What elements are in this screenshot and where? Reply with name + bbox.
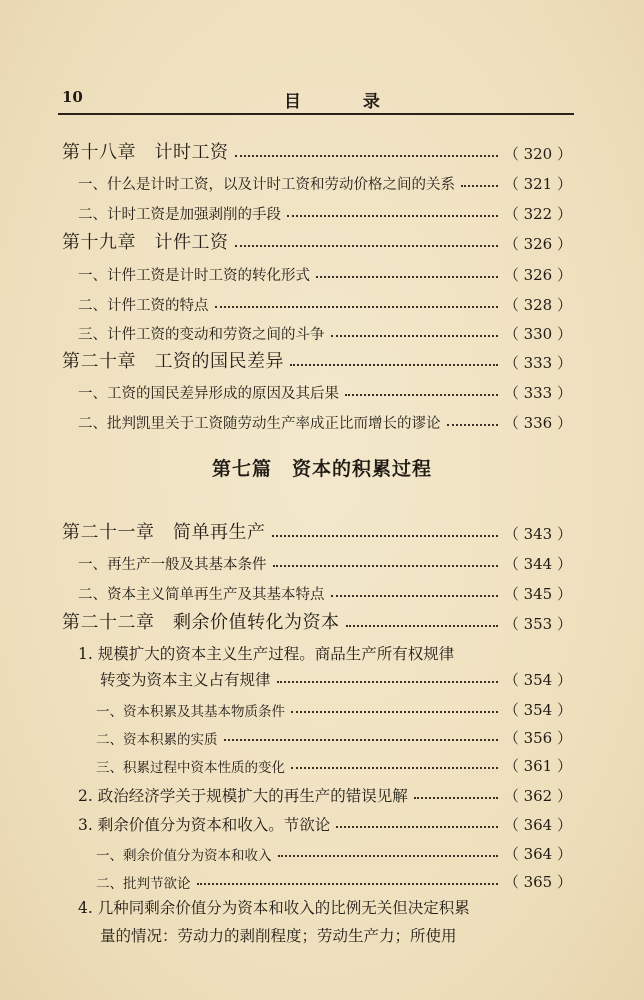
- entry-page: （ 320 ）: [503, 145, 572, 163]
- entry-page: （ 326 ）: [503, 266, 572, 284]
- toc-entry-section[interactable]: [78, 285, 572, 315]
- toc-entry-numbered-line1[interactable]: 4. 几种同剩余价值分为资本和收入的比例无关但决定积累: [78, 899, 470, 917]
- leader-dots: [331, 595, 498, 597]
- toc-entry-chapter[interactable]: [62, 343, 572, 373]
- toc-entry-numbered[interactable]: [78, 805, 572, 835]
- toc-entry-subsection[interactable]: [96, 690, 572, 720]
- leader-dots: [461, 185, 498, 187]
- toc-entry-section[interactable]: [78, 403, 572, 433]
- entry-page: （ 364 ）: [503, 845, 572, 863]
- toc-entry-subsection[interactable]: [96, 834, 572, 864]
- entry-text: 第十八章 计时工资: [62, 142, 229, 163]
- entry-text: 一、再生产一般及其基本条件: [78, 557, 267, 573]
- entry-page: （ 362 ）: [503, 787, 572, 805]
- entry-page: （ 322 ）: [503, 205, 572, 223]
- leader-dots: [447, 424, 498, 426]
- entry-text: 2. 政治经济学关于规模扩大的再生产的错误见解: [78, 787, 408, 805]
- toc-entry-numbered[interactable]: [78, 776, 572, 806]
- entry-text: 第二十一章 简单再生产: [62, 522, 266, 543]
- toc-entry-numbered[interactable]: [100, 660, 572, 690]
- leader-dots: [345, 394, 498, 396]
- toc-entry-chapter[interactable]: [62, 604, 572, 634]
- leader-dots: [331, 335, 498, 337]
- leader-dots: [197, 883, 498, 885]
- entry-text: 二、批判节欲论: [96, 876, 191, 892]
- entry-text: 一、资本积累及其基本物质条件: [96, 704, 285, 720]
- leader-dots: [291, 711, 498, 713]
- entry-page: （ 321 ）: [503, 175, 572, 193]
- entry-text: 第二十二章 剩余价值转化为资本: [62, 612, 340, 633]
- toc-entry-section[interactable]: [78, 255, 572, 285]
- leader-dots: [272, 535, 498, 537]
- entry-page: （ 365 ）: [503, 873, 572, 891]
- entry-text: 三、计件工资的变动和劳资之间的斗争: [78, 327, 325, 343]
- entry-page: （ 353 ）: [503, 615, 572, 633]
- entry-text: 二、计时工资是加强剥削的手段: [78, 207, 281, 223]
- entry-page: （ 336 ）: [503, 414, 572, 432]
- toc-entry-section[interactable]: [78, 164, 572, 194]
- entry-text: 转变为资本主义占有规律: [100, 671, 271, 689]
- entry-page: （ 330 ）: [503, 325, 572, 343]
- entry-text: 二、资本积累的实质: [96, 732, 218, 748]
- entry-text: 第十九章 计件工资: [62, 232, 229, 253]
- leader-dots: [287, 215, 498, 217]
- entry-page: （ 356 ）: [503, 729, 572, 747]
- entry-text: 二、资本主义简单再生产及其基本特点: [78, 587, 325, 603]
- header-rule: [58, 113, 574, 115]
- entry-page: （ 361 ）: [503, 757, 572, 775]
- leader-dots: [346, 625, 498, 627]
- entry-text: 一、工资的国民差异形成的原因及其后果: [78, 386, 339, 402]
- leader-dots: [215, 306, 498, 308]
- leader-dots: [277, 681, 498, 683]
- entry-page: （ 328 ）: [503, 296, 572, 314]
- entry-text: 第二十章 工资的国民差异: [62, 351, 284, 372]
- toc-entry-section[interactable]: [78, 314, 572, 344]
- entry-text: 二、批判凯里关于工资随劳动生产率成正比而增长的谬论: [78, 416, 441, 432]
- entry-text: 二、计件工资的特点: [78, 298, 209, 314]
- leader-dots: [291, 767, 498, 769]
- entry-page: （ 343 ）: [503, 525, 572, 543]
- entry-page: （ 354 ）: [503, 701, 572, 719]
- entry-page: （ 326 ）: [503, 235, 572, 253]
- leader-dots: [235, 155, 498, 157]
- header-title: 目 录: [284, 92, 408, 112]
- entry-text: 一、计件工资是计时工资的转化形式: [78, 268, 310, 284]
- entry-page: （ 333 ）: [503, 384, 572, 402]
- leader-dots: [273, 565, 498, 567]
- toc-entry-chapter[interactable]: [62, 134, 572, 164]
- entry-page: （ 345 ）: [503, 585, 572, 603]
- toc-entry-section[interactable]: [78, 574, 572, 604]
- toc-entry-section[interactable]: [78, 194, 572, 224]
- leader-dots: [224, 739, 498, 741]
- entry-text: 3. 剩余价值分为资本和收入。节欲论: [78, 816, 331, 834]
- leader-dots: [290, 364, 498, 366]
- leader-dots: [316, 276, 498, 278]
- entry-page: （ 364 ）: [503, 816, 572, 834]
- toc-entry-chapter[interactable]: [62, 224, 572, 254]
- entry-page: （ 344 ）: [503, 555, 572, 573]
- toc-entry-section[interactable]: [78, 544, 572, 574]
- toc-entry-numbered-line2[interactable]: 量的情况：劳动力的剥削程度；劳动生产力；所使用: [100, 927, 457, 945]
- leader-dots: [235, 245, 498, 247]
- toc-entry-subsection[interactable]: [96, 718, 572, 748]
- leader-dots: [278, 855, 498, 857]
- toc-entry-section[interactable]: [78, 373, 572, 403]
- toc-entry-subsection[interactable]: [96, 862, 572, 892]
- part-title: 第七篇 资本的积累过程: [211, 458, 432, 480]
- entry-page: （ 333 ）: [503, 354, 572, 372]
- entry-page: （ 354 ）: [503, 671, 572, 689]
- running-header: [62, 88, 582, 114]
- entry-text: 一、什么是计时工资，以及计时工资和劳动价格之间的关系: [78, 177, 455, 193]
- entry-text: 三、积累过程中资本性质的变化: [96, 760, 285, 776]
- leader-dots: [336, 826, 498, 828]
- entry-text: 一、剩余价值分为资本和收入: [96, 848, 272, 864]
- toc-entry-subsection[interactable]: [96, 746, 572, 776]
- leader-dots: [414, 797, 498, 799]
- page-number: 10: [62, 88, 83, 106]
- toc-entry-numbered-line1[interactable]: 1. 规模扩大的资本主义生产过程。商品生产所有权规律: [78, 645, 455, 663]
- toc-entry-chapter[interactable]: [62, 514, 572, 544]
